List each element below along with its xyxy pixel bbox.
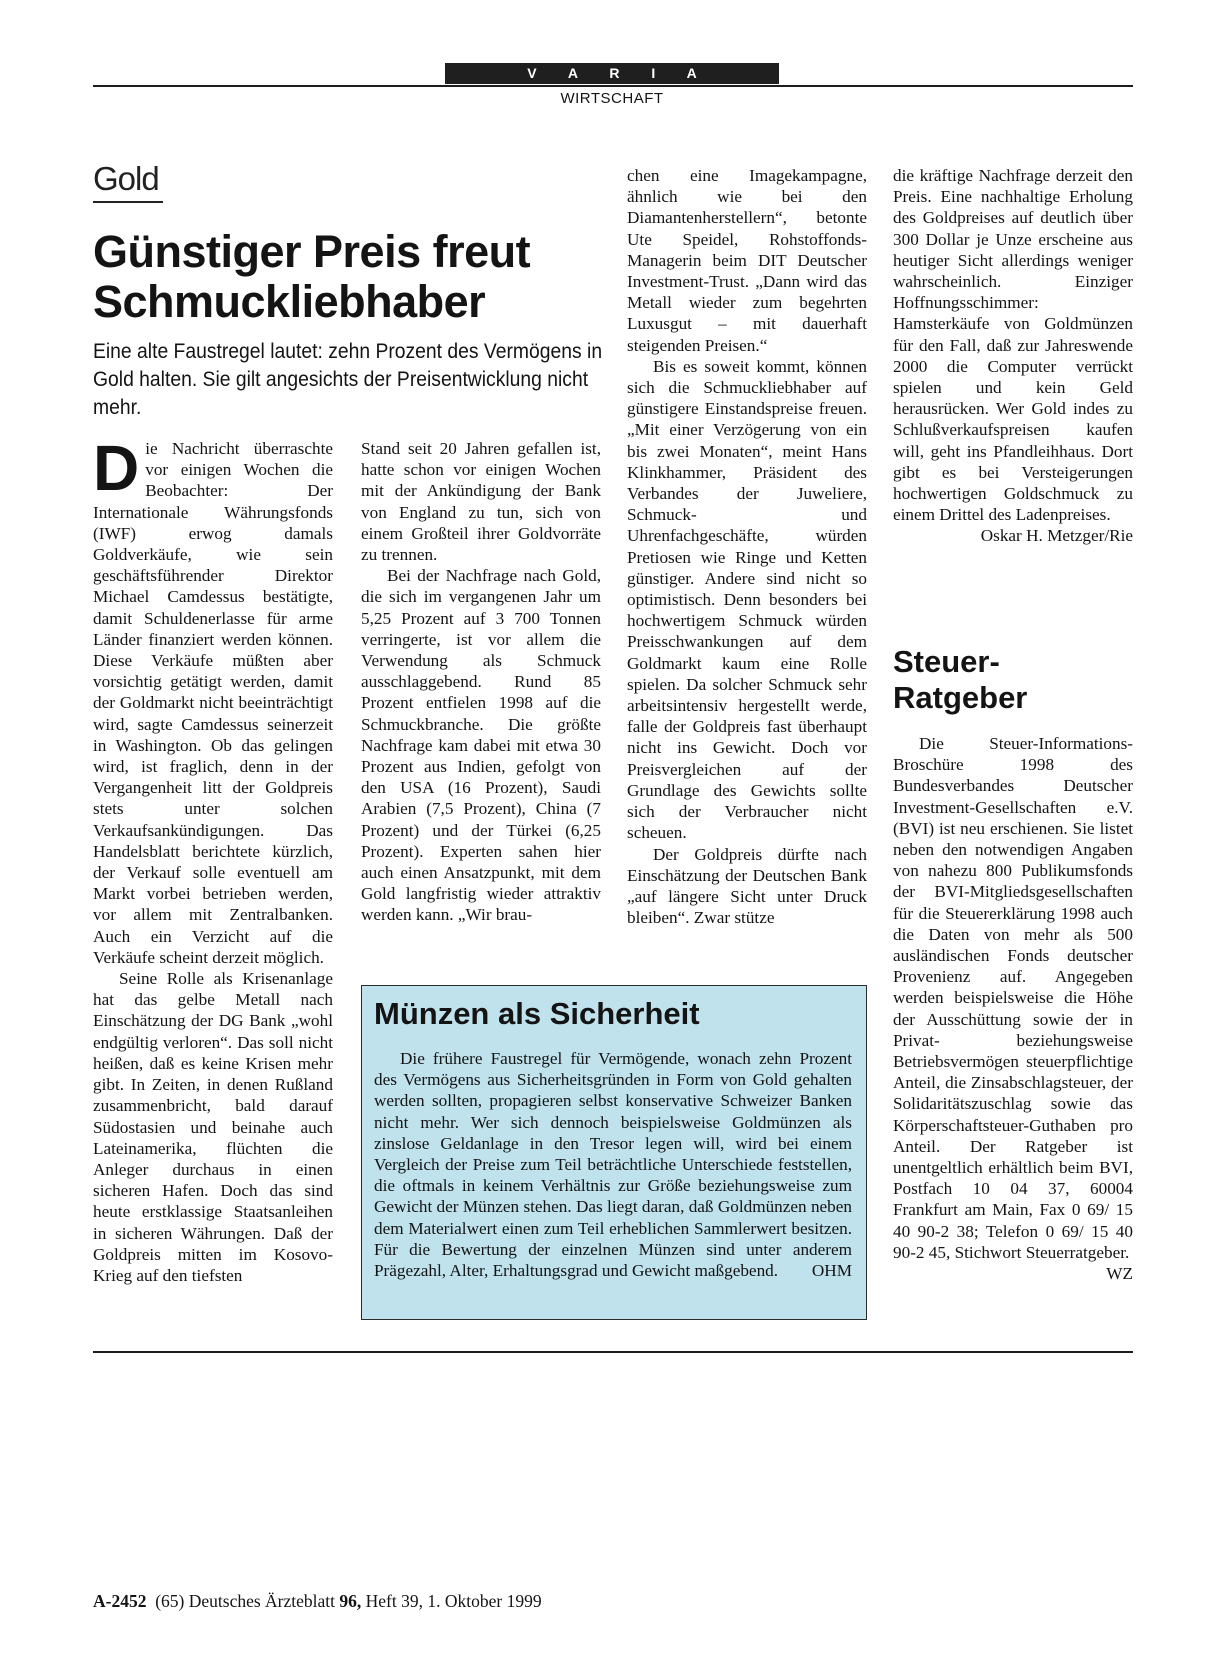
footer-volume: 96,: [339, 1591, 362, 1611]
paragraph-text: die kräftige Nachfrage derzeit den Preis. Eine nachhaltige Erholung des Goldpreises auf deutlich über 300 Dollar je Unze erscheine aus heutiger Sicht allerdings weniger wahrscheinlich. Einziger Hoffnungsschimmer: Hamsterkäufe von Goldmünzen für den Fall, daß zur Jahreswende 2000 die Computer verrückt spielen und kein Geld herausrücken. Wer Gold indes zu Schlußverkaufspreisen kaufen will, geht ins Pfandleihhaus. Dort gibt es bei Versteigerungen hochwertigen Goldschmuck zu einem Drittel des Ladenpreises.: [893, 166, 1133, 525]
sidebar-title: Münzen als Sicherheit: [374, 996, 700, 1031]
page-footer: [93, 1591, 542, 1612]
paragraph-text: Die frühere Faustregel für Vermögende, wonach zehn Prozent des Vermögens aus Sicherheitsgründen in Form von Gold gehalten werden sollten, propagieren selbst konservative Schweizer Banken nicht mehr. Wer sich dennoch beispielsweise Goldmünzen als zinslose Geldanlage in den Tresor legen will, wird bei einem Vergleich der Preise zum Teil beträchtliche Unterschiede feststellen, die oftmals in keinem Verhältnis zur Größe beziehungsweise zum Gewicht der Münzen stehen. Das liegt daran, daß Goldmünzen neben dem Materialwert einen zum Teil erheblichen Sammlerwert besitzen. Für die Bewertung der einzelnen Münzen sind unter anderem Prägezahl, Alter, Erhaltungsgrad und Gewicht maßgebend.: [374, 1049, 852, 1281]
section-banner: V A R I A: [445, 63, 779, 84]
article-lede: Eine alte Faustregel lautet: zehn Prozent des Vermögens in Gold halten. Sie gilt angesichts der Preisentwicklung nicht mehr.: [93, 340, 603, 419]
article-paragraph: Seine Rolle als Krisenanlage hat das gelbe Metall nach Einschätzung der DG Bank „wohl endgültig verloren“. Das soll nicht heißen, daß es keine Krisen mehr gibt. In Zeiten, in denen Rußland zusammenbricht, bald darauf Südostasien und beinahe auch Lateinamerika, flüchten die Anleger durchaus in einen sicheren Hafen. Doch das sind heute erstklassige Staatsanleihen in sicheren Währungen. Daß der Goldpreis mitten im Kosovo-Krieg auf den tiefsten: [93, 969, 333, 1285]
paragraph-text: ie Nachricht überraschte vor einigen Wochen die Beobachter: Der Internationale Währungsfonds (IWF) erwog damals Goldverkäufe, wie sein geschäftsführender Direktor Michael Camdessus bestätigte, damit Schuldenerlasse für arme Länder finanziert werden können. Diese Verkäufe müßten aber vorsichtig getätigt werden, damit der Goldmarkt nicht beeinträchtigt wird, sagte Camdessus seinerzeit in Washington. Ob das gelingen wird, ist fraglich, denn in der Vergangenheit litt der Goldpreis stets unter solchen Verkaufsankündigungen. Das Handelsblatt berichtete kürzlich, der Verkauf solle eventuell am Markt vorbei betrieben werden, vor allem mit Zentralbanken. Auch ein Verzicht auf die Verkäufe scheint derzeit möglich.: [93, 439, 333, 967]
article-paragraph: [893, 165, 1133, 546]
article-paragraph: Bis es soweit kommt, können sich die Schmuckliebhaber auf günstigere Einstandspreise freuen. „Mit einer Verzögerung von ein bis zwei Monaten“, meint Hans Klinkhammer, Präsident des Verbandes der Juweliere, Schmuck- und Uhrenfachgeschäfte, würden Pretiosen wie Ringe und Ketten günstiger. Andere sind nicht so optimistisch. Denn besonders bei hochwertigem Schmuck würden Preisschwankungen auf dem Goldmarkt kaum eine Rolle spielen. Da solcher Schmuck sehr arbeitsintensiv hergestellt werde, falle der Goldpreis fast überhaupt nicht ins Gewicht. Doch vor Preisvergleichen auf der Grundlage des Gewichts sollte sich der Verbraucher nicht scheuen.: [627, 356, 867, 843]
kicker-underline: [93, 201, 163, 203]
article-paragraph: Der Goldpreis dürfte nach Einschätzung der Deutschen Bank „auf längere Sicht unter Druck bleiben“. Zwar stütze: [627, 844, 867, 928]
article-column-3: [627, 165, 867, 928]
sidebar-paragraph: [374, 1048, 852, 1281]
second-article-body: [893, 733, 1133, 1284]
article-column-2: [361, 438, 601, 926]
sidebar-signature: OHM: [811, 1261, 852, 1281]
article-paragraph: [93, 432, 333, 968]
footer-issue: Heft 39, 1. Oktober 1999: [365, 1591, 542, 1611]
sidebar-box: [361, 985, 867, 1320]
article-column-4: [893, 165, 1133, 547]
article-headline: Günstiger Preis freut Schmuckliebhaber: [93, 226, 531, 327]
article-paragraph: [893, 733, 1133, 1284]
bottom-rule: [93, 1351, 1133, 1353]
drop-cap: D: [93, 432, 140, 504]
sidebar-body: [374, 1048, 852, 1281]
article-paragraph: Bei der Nachfrage nach Gold, die sich im vergangenen Jahr um 5,25 Prozent auf 3 700 Tonnen verringerte, ist vor allem die Verwendung als Schmuck ausschlaggebend. Rund 85 Prozent entfielen 1998 auf die Schmuckbranche. Die größte Nachfrage kam dabei mit etwa 30 Prozent aus Indien, gefolgt von den USA (16 Prozent), Saudi Arabien (7,5 Prozent), China (7 Prozent) und der Türkei (6,25 Prozent). Experten sahen hier auch einen Ansatzpunkt, mit dem Gold langfristig wieder attraktiv werden kann. „Wir brau-: [361, 566, 601, 925]
author-signature: WZ: [1106, 1264, 1133, 1284]
article-column-1: [93, 432, 333, 1286]
second-article-headline: Steuer-Ratgeber: [893, 644, 1028, 715]
page-code: A-2452: [93, 1591, 147, 1611]
article-kicker: Gold: [93, 160, 159, 197]
article-paragraph: Stand seit 20 Jahren gefallen ist, hatte schon vor einigen Wochen mit der Ankündigung der Bank von England zu tun, sich von einem Großteil ihrer Goldvorräte zu trennen.: [361, 439, 601, 565]
article-paragraph: chen eine Imagekampagne, ähnlich wie bei den Diamantenherstellern“, betonte Ute Speidel, Rohstoffonds-Managerin beim DIT Deutscher Investment-Trust. „Dann wird das Metall wieder zum begehrten Luxusgut – mit dauerhaft steigenden Preisen.“: [627, 166, 867, 355]
section-label: WIRTSCHAFT: [560, 90, 664, 107]
author-signature: Oskar H. Metzger/Rie: [980, 526, 1133, 546]
paragraph-text: Die Steuer-Informations-Broschüre 1998 des Bundesverbandes Deutscher Investment-Gesellschaften e.V. (BVI) ist neu erschienen. Sie listet neben den notwendigen Angaben von nahezu 800 Publikumsfonds der BVI-Mitgliedsgesellschaften für die Steuererklärung 1998 auch die Daten von mehr als 500 ausländischen Fonds deutscher Provenienz auf. Angegeben werden beispielsweise die Höhe der Ausschüttung sowie der in Privat- beziehungsweise Betriebsvermögen steuerpflichtige Anteil, die Zinsabschlagsteuer, der Solidaritätszuschlag sowie das Körperschaftsteuer-Guthaben pro Anteil. Der Ratgeber ist unentgeltlich erhältlich beim BVI, Postfach 10 04 37, 60004 Frankfurt am Main, Fax 0 69/ 15 40 90-2 38; Telefon 0 69/ 15 40 90-2 45, Stichwort Steuerratgeber.: [893, 734, 1133, 1262]
top-rule: [93, 85, 1133, 87]
footer-publication: (65) Deutsches Ärzteblatt: [155, 1591, 336, 1611]
